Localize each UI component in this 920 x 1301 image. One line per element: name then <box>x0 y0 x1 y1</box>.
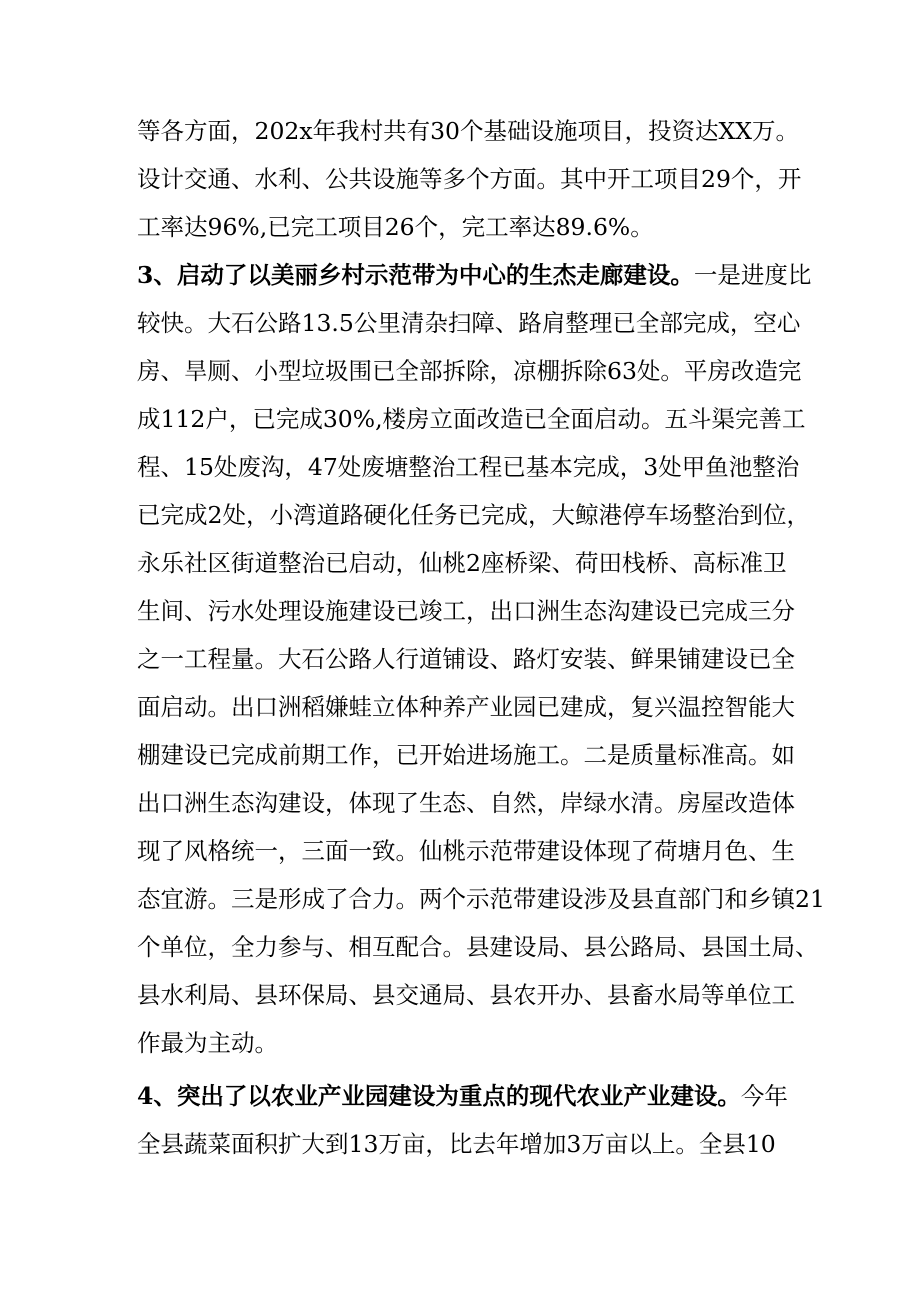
text-line: 态宜游。三是形成了合力。两个示范带建设涉及县直部门和乡镇21 <box>137 885 825 913</box>
text-line: 个单位，全力参与、相互配合。县建设局、县公路局、县国土局、 <box>137 933 819 961</box>
section-heading-line <box>137 1081 788 1111</box>
text-line: 设计交通、水利、公共设施等多个方面。其中开工项目29个，开 <box>137 165 802 193</box>
section-heading-line <box>137 260 811 290</box>
text-line: 程、15处废沟，47处废塘整治工程已基本完成，3处甲鱼池整治 <box>137 453 800 481</box>
text-line: 现了风格统一，三面一致。仙桃示范带建设体现了荷塘月色、生 <box>137 837 795 865</box>
text-line: 之一工程量。大石公路人行道铺设、路灯安装、鲜果铺建设已全 <box>137 645 795 673</box>
text-line: 全县蔬菜面积扩大到13万亩，比去年增加3万亩以上。全县10 <box>137 1130 776 1158</box>
text-line: 县水利局、县环保局、县交通局、县农开办、县畜水局等单位工 <box>137 981 795 1009</box>
text-line: 面启动。出口洲稻嫌蛙立体种养产业园已建成，复兴温控智能大 <box>137 693 795 721</box>
text-line: 工率达96%,已完工项目26个，完工率达89.6%。 <box>137 213 654 241</box>
text-line: 房、旱厕、小型垃圾围已全部拆除，凉棚拆除63处。平房改造完 <box>137 357 802 385</box>
text-line: 棚建设已完成前期工作，已开始进场施工。二是质量标准高。如 <box>137 741 795 769</box>
heading-line-rest: 今年 <box>740 1082 788 1110</box>
section-heading-4: 4、突出了以农业产业园建设为重点的现代农业产业建设。 <box>137 1082 741 1110</box>
text-line: 较快。大石公路13.5公里清杂扫障、路肩整理已全部完成，空心 <box>137 309 801 337</box>
text-line: 成112户，已完成30%,楼房立面改造已全面启动。五斗渠完善工 <box>137 405 806 433</box>
text-line: 生间、污水处理设施建设已竣工，出口洲生态沟建设已完成三分 <box>137 597 795 625</box>
text-line: 作最为主动。 <box>137 1029 278 1057</box>
text-line: 永乐社区街道整治已启动，仙桃2座桥梁、荷田栈桥、高标准卫 <box>137 549 787 577</box>
section-heading-3: 3、启动了以美丽乡村示范带为中心的生杰走廊建设。 <box>137 261 694 289</box>
text-line: 已完成2处，小湾道路硬化任务已完成，大鲸港停车场整治到位， <box>137 501 810 529</box>
text-line: 出口洲生态沟建设，体现了生态、自然，岸绿水清。房屋改造体 <box>137 789 795 817</box>
heading-line-rest: 一是进度比 <box>693 261 812 289</box>
text-line: 等各方面，202x年我村共有30个基础设施项目，投资达XX万。 <box>137 117 799 145</box>
